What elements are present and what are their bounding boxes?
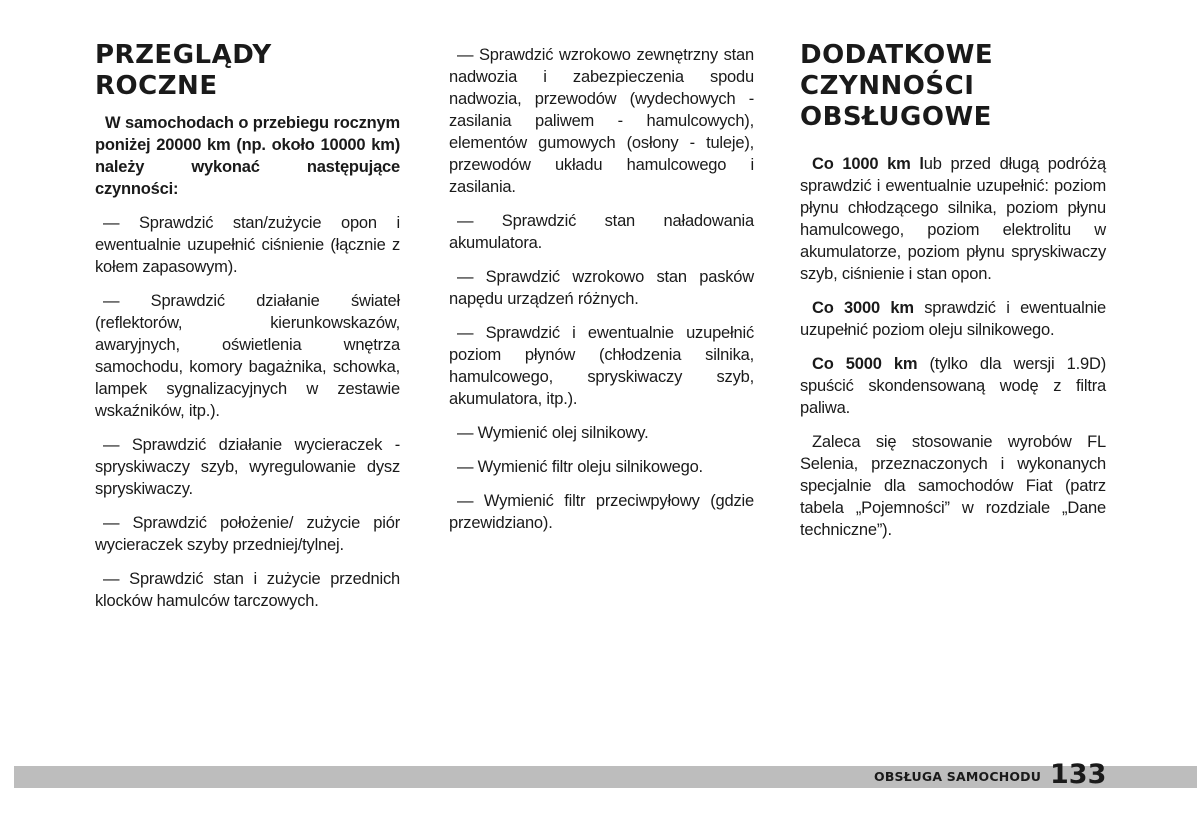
list-item: — Sprawdzić działanie świateł (reflektorów, kierunkowskazów, awaryjnych, oświetlenia wnętrza samochodu, komory bagażnika, schowka, lampek sygnalizacyjnych w zestawie wskaźników, itp.). — [95, 292, 400, 420]
interval-entry-5000km — [800, 353, 1106, 419]
list-item: — Sprawdzić położenie/ zużycie piór wycieraczek szyby przedniej/tylnej. — [95, 514, 400, 554]
list-item: — Wymienić filtr oleju silnikowego. — [457, 458, 703, 476]
interval-text: sprawdzić i ewentualnie uzupełnić poziom oleju silnikowego. — [800, 299, 1106, 339]
annual-inspections-heading: PRZEGLĄDY ROCZNE — [95, 40, 272, 101]
list-item: — Wymienić filtr przeciwpyłowy (gdzie przewidziano). — [449, 492, 754, 532]
list-item: — Sprawdzić i ewentualnie uzupełnić poziom płynów (chłodzenia silnika, hamulcowego, spryskiwaczy szyb, akumulatora, itp.). — [449, 324, 754, 408]
additional-maintenance-heading: DODATKOWE CZYNNOŚCI OBSŁUGOWE — [800, 40, 994, 132]
interval-lead: Co 3000 km — [812, 299, 914, 317]
interval-lead: Co 5000 km — [812, 355, 918, 373]
list-item: — Sprawdzić stan naładowania akumulatora. — [449, 212, 754, 252]
list-item: — Sprawdzić działanie wycieraczek - spryskiwaczy szyb, wyregulowanie dysz spryskiwaczy. — [95, 436, 400, 498]
left-column — [95, 40, 400, 624]
interval-entry-3000km — [800, 297, 1106, 341]
middle-column — [449, 44, 754, 546]
recommendation-note: Zaleca się stosowanie wyrobów FL Selenia, przeznaczonych i wykonanych specjalnie dla samochodów Fiat (patrz tabela „Pojemności” w rozdziale „Dane techniczne”). — [800, 433, 1106, 539]
list-item: — Sprawdzić stan i zużycie przednich klocków hamulców tarczowych. — [95, 570, 400, 610]
list-item: — Sprawdzić stan/zużycie opon i ewentualnie uzupełnić ciśnienie (łącznie z kołem zapasowym). — [95, 214, 400, 276]
footer-section-label: OBSŁUGA SAMOCHODU — [874, 769, 1042, 784]
list-item: — Sprawdzić wzrokowo stan pasków napędu urządzeń różnych. — [449, 268, 754, 308]
interval-lead: Co 1000 km l — [812, 155, 924, 173]
interval-entry-1000km — [800, 153, 1106, 285]
list-item: — Sprawdzić wzrokowo zewnętrzny stan nadwozia i zabezpieczenia spodu nadwozia, przewodów (wydechowych - zasilania paliwem - hamulcowych), elementów gumowych (osłony - tuleje), przewodów układu hamulcowego i zasilania. — [449, 46, 754, 196]
annual-inspections-intro: W samochodach o przebiegu rocznym poniżej 20000 km (np. około 10000 km) należy wykonać następujące czynności: — [95, 114, 400, 198]
interval-text: ub przed długą podróżą sprawdzić i ewentualnie uzupełnić: poziom płynu chłodzącego silnika, poziom płynu hamulcowego, poziom elektrolitu w akumulatorze, poziom płynu spryskiwaczy szyb, ciśnienie i stan opon. — [800, 155, 1106, 283]
interval-text: (tylko dla wersji 1.9D) spuścić skondensowaną wodę z filtra paliwa. — [800, 355, 1106, 417]
page-number: 133 — [1050, 759, 1107, 790]
right-column — [800, 40, 1106, 553]
list-item: — Wymienić olej silnikowy. — [457, 424, 649, 442]
